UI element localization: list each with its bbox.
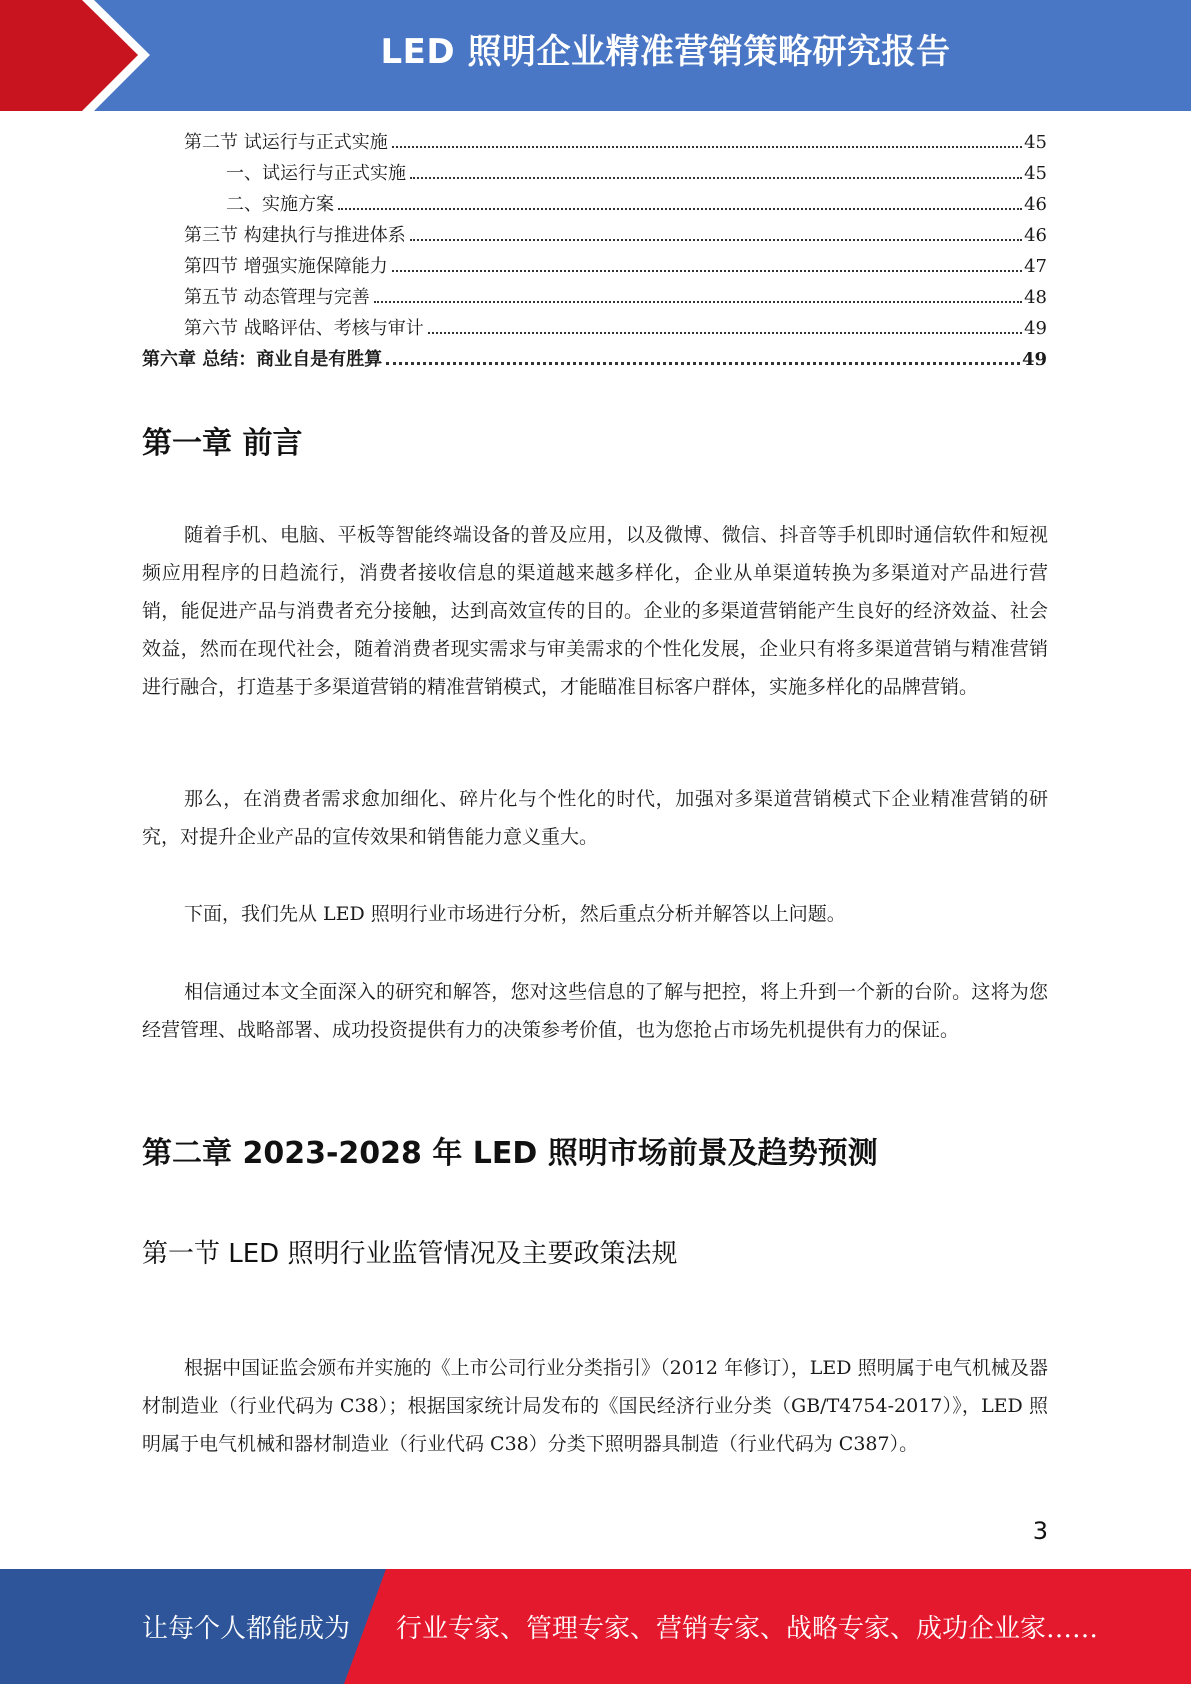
toc-entry-page: 49	[1021, 349, 1047, 370]
footer-banner	[0, 1569, 1191, 1684]
section-1-paragraph: 根据中国证监会颁布并实施的《上市公司行业分类指引》（2012 年修订），LED 照明属于电气机械及器材制造业（行业代码为 C38）；根据国家统计局发布的《国民经济行业分类（GB/T4754-2017）》，LED 照明属于电气机械和器材制造业（行业代码 C38）分类下照明器具制造（行业代码为 C387）。	[142, 1357, 1048, 1455]
toc-entry[interactable]	[142, 251, 1047, 282]
toc-entry-page: 46	[1024, 194, 1047, 215]
chapter-1-paragraph: 下面，我们先从 LED 照明行业市场进行分析，然后重点分析并解答以上问题。	[184, 903, 846, 925]
toc-entry-label: 第二节 试运行与正式实施	[184, 132, 388, 153]
toc-leader-dots	[410, 176, 1022, 179]
toc-entry-label: 一、试运行与正式实施	[226, 163, 406, 184]
chapter-2-heading: 第二章 2023-2028 年 LED 照明市场前景及趋势预测	[142, 1136, 878, 1171]
header-red-chevron-decoration	[0, 0, 138, 111]
toc-leader-dots	[386, 361, 1020, 365]
toc-leader-dots	[392, 269, 1022, 272]
toc-entry[interactable]	[142, 282, 1047, 313]
chapter-1-paragraph: 相信通过本文全面深入的研究和解答，您对这些信息的了解与把控，将上升到一个新的台阶。这将为您经营管理、战略部署、成功投资提供有力的决策参考价值，也为您抢占市场先机提供有力的保证。	[142, 981, 1048, 1041]
chapter-1-paragraph: 那么，在消费者需求愈加细化、碎片化与个性化的时代，加强对多渠道营销模式下企业精准营销的研究，对提升企业产品的宣传效果和销售能力意义重大。	[142, 788, 1048, 848]
chapter-1-heading: 第一章 前言	[142, 426, 303, 461]
toc-entry-page: 49	[1024, 318, 1047, 339]
toc-entry-page: 45	[1024, 132, 1047, 153]
toc-entry-label: 第六章 总结：商业自是有胜算	[142, 349, 383, 370]
toc-leader-dots	[374, 300, 1022, 303]
toc-leader-dots	[410, 238, 1022, 241]
header-banner	[0, 0, 1191, 111]
footer-slogan-right: 行业专家、管理专家、营销专家、战略专家、成功企业家……	[396, 1614, 1099, 1644]
document-title: LED 照明企业精准营销策略研究报告	[380, 32, 951, 72]
toc-entry[interactable]	[142, 313, 1047, 344]
page-number: 3	[1032, 1517, 1048, 1545]
toc-entry-chapter[interactable]	[142, 344, 1047, 375]
toc-entry[interactable]	[142, 220, 1047, 251]
toc-entry-label: 第五节 动态管理与完善	[184, 287, 370, 308]
toc-entry-page: 48	[1024, 287, 1047, 308]
section-1-heading: 第一节 LED 照明行业监管情况及主要政策法规	[142, 1239, 678, 1269]
toc-entry-label: 第三节 构建执行与推进体系	[184, 225, 406, 246]
toc-entry-page: 47	[1024, 256, 1047, 277]
toc-leader-dots	[338, 207, 1022, 210]
chapter-1-paragraph: 随着手机、电脑、平板等智能终端设备的普及应用，以及微博、微信、抖音等手机即时通信软件和短视频应用程序的日趋流行，消费者接收信息的渠道越来越多样化，企业从单渠道转换为多渠道对产品进行营销，能促进产品与消费者充分接触，达到高效宣传的目的。企业的多渠道营销能产生良好的经济效益、社会效益，然而在现代社会，随着消费者现实需求与审美需求的个性化发展，企业只有将多渠道营销与精准营销进行融合，打造基于多渠道营销的精准营销模式，才能瞄准目标客户群体，实施多样化的品牌营销。	[142, 524, 1048, 698]
toc-entry-label: 第四节 增强实施保障能力	[184, 256, 388, 277]
toc-leader-dots	[392, 145, 1022, 148]
toc-entry-label: 第六节 战略评估、考核与审计	[184, 318, 424, 339]
toc-entry-page: 46	[1024, 225, 1047, 246]
footer-slogan-left: 让每个人都能成为	[142, 1614, 351, 1644]
toc-entry-label: 二、实施方案	[226, 194, 334, 215]
table-of-contents	[142, 127, 1047, 375]
toc-entry[interactable]	[142, 127, 1047, 158]
toc-entry[interactable]	[142, 189, 1047, 220]
toc-entry-page: 45	[1024, 163, 1047, 184]
toc-entry[interactable]	[142, 158, 1047, 189]
toc-leader-dots	[428, 331, 1022, 334]
